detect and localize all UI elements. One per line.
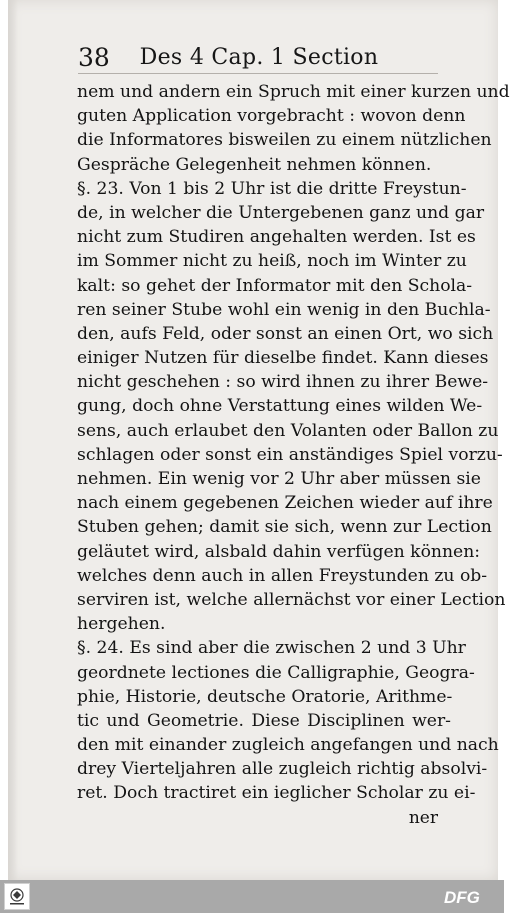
text-line: Stuben gehen; damit sie sich, wenn zur Lection [77, 517, 492, 538]
text-line: phie, Historie, deutsche Oratorie, Arithme- [77, 686, 453, 707]
text-line: gung, doch ohne Verstattung eines wilden We- [77, 396, 483, 417]
text-line: nicht geschehen : so wird ihnen zu ihrer Bewe- [77, 372, 489, 393]
text-line: ret. Doch tractiret ein ieglicher Scholar zu ei- [77, 783, 476, 804]
text-line: tic und Geometrie. Diese Disciplinen wer- [77, 710, 451, 731]
text-line: nem und andern ein Spruch mit einer kurzen und [77, 82, 510, 102]
text-line: drey Vierteljahren alle zugleich richtig absolvi- [77, 759, 488, 780]
text-line: geläutet wird, alsbald dahin verfügen können: [77, 541, 481, 562]
text-line: den, aufs Feld, oder sonst an einen Ort, wo sich [77, 323, 494, 344]
text-line: nehmen. Ein wenig vor 2 Uhr aber müssen sie [77, 469, 481, 489]
text-line: einiger Nutzen für dieselbe findet. Kann dieses [77, 348, 489, 369]
svg-text:DFG: DFG [444, 888, 480, 907]
viewer-footer-bar [0, 880, 504, 913]
text-line: sens, auch erlaubet den Volanten oder Ballon zu [77, 420, 499, 441]
institution-seal-icon [4, 883, 30, 910]
text-line: den mit einander zugleich angefangen und nach [77, 735, 499, 756]
text-line: geordnete lectiones die Calligraphie, Geogra- [77, 662, 475, 683]
text-line: nicht zum Studiren angehalten werden. Ist es [77, 227, 476, 248]
text-line: guten Application vorgebracht : wovon denn [77, 106, 466, 127]
text-line: hergehen. [77, 614, 166, 635]
text-line: nach einem gegebenen Zeichen wieder auf ihre [77, 493, 493, 514]
page-header [78, 44, 440, 72]
page-number: 38 [78, 43, 110, 72]
text-line: welches denn auch in allen Freystunden zu ob- [77, 565, 488, 586]
body-text [77, 80, 510, 806]
text-line: serviren ist, welche allernächst vor einer Lection [77, 589, 506, 610]
text-line: §. 24. Es sind aber die zwischen 2 und 3 Uhr [77, 638, 466, 659]
text-line: im Sommer nicht zu heiß, noch im Winter zu [77, 251, 467, 272]
catchword: ner [408, 808, 438, 828]
header-rule [78, 73, 438, 74]
text-line: die Informatores bisweilen zu einem nützlichen [77, 130, 492, 151]
text-line: §. 23. Von 1 bis 2 Uhr ist die dritte Freystun- [77, 178, 467, 199]
text-line: de, in welcher die Untergebenen ganz und gar [77, 202, 485, 223]
dfg-logo-icon [444, 885, 490, 909]
text-line: kalt: so gehet der Informator mit den Schola- [77, 275, 473, 296]
text-line: ren seiner Stube wohl ein wenig in den Buchla- [77, 299, 491, 320]
text-line: schlagen oder sonst ein anständiges Spiel vorzu- [77, 444, 503, 465]
book-page [8, 0, 510, 880]
text-line: Gespräche Gelegenheit nehmen können. [77, 154, 432, 175]
running-head: Des 4 Cap. 1 Section [139, 45, 379, 70]
